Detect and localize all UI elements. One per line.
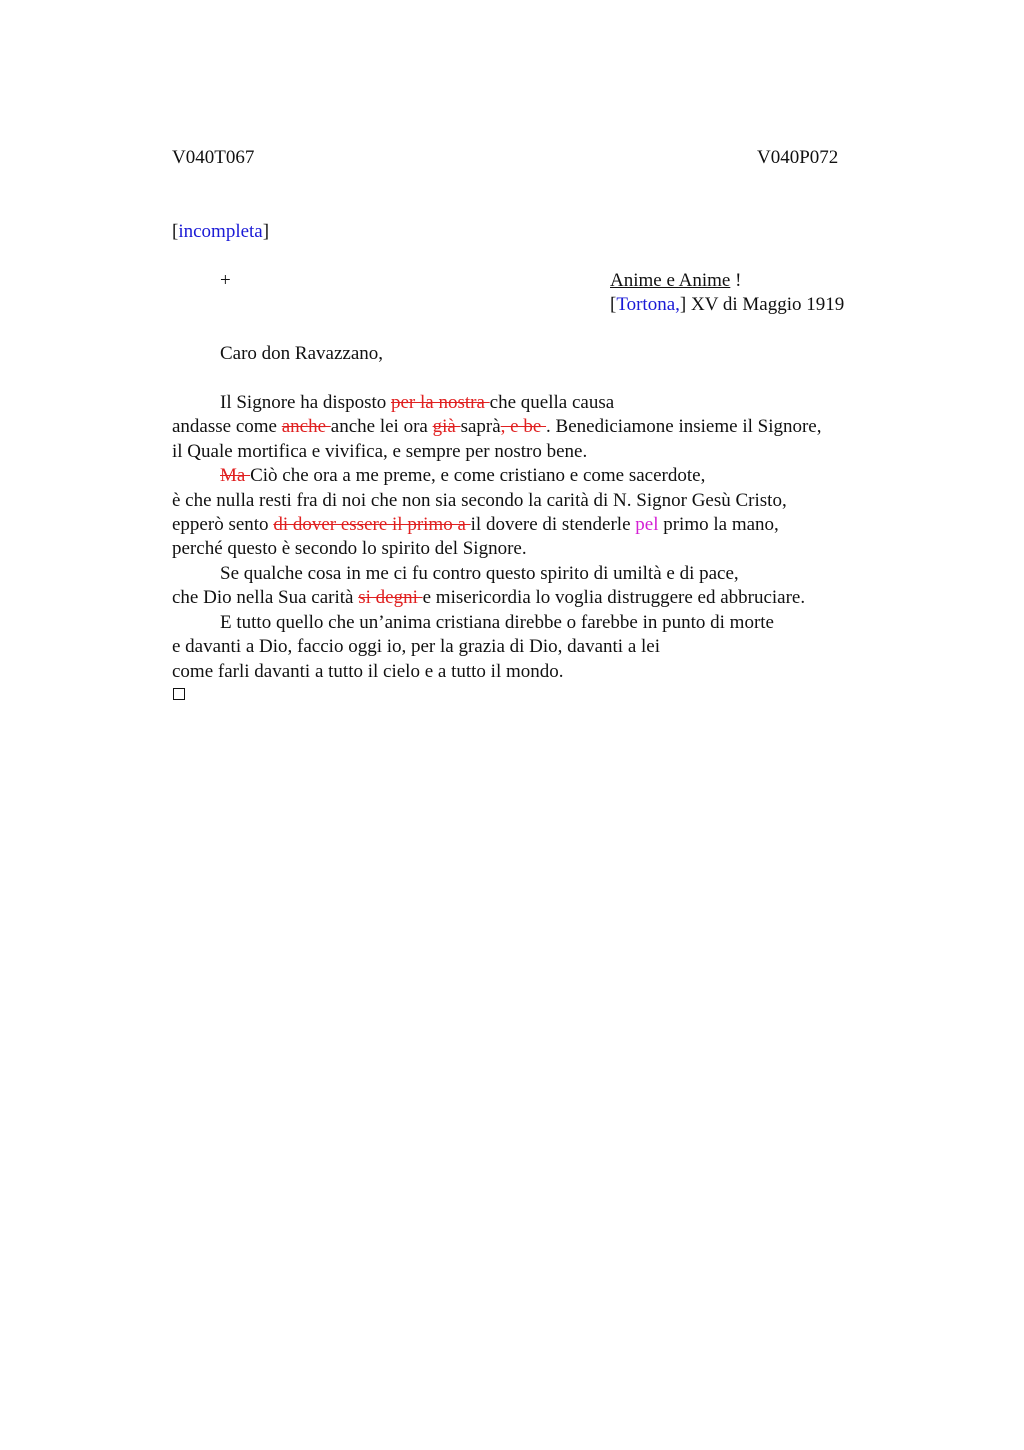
place-close-bracket: ] — [679, 294, 687, 315]
text-segment: primo la mano, — [658, 514, 779, 535]
body-line-4 — [220, 464, 705, 488]
body-line-1 — [220, 391, 614, 415]
document-code-right: V040P072 — [757, 147, 839, 168]
motto-exclaim: ! — [730, 270, 742, 291]
deleted-text: per la nostra — [391, 392, 490, 413]
text-segment: il dovere di stenderle — [470, 514, 636, 535]
deleted-text: anche — [281, 416, 331, 437]
text-segment: che quella causa — [489, 392, 615, 413]
body-line-8: Se qualche cosa in me ci fu contro questo spirito di umiltà e di pace, — [220, 563, 739, 584]
deleted-text: si degni — [358, 587, 423, 608]
salutation: Caro don Ravazzano, — [220, 343, 384, 364]
text-segment: e misericordia lo voglia distruggere ed abbruciare. — [422, 587, 806, 608]
deleted-text: , e be — [500, 416, 547, 437]
body-line-7: perché questo è secondo lo spirito del Signore. — [172, 538, 527, 559]
motto-text: Anime e Anime — [610, 270, 731, 291]
letter-motto — [610, 269, 741, 293]
text-segment: Ciò che ora a me preme, e come cristiano e come sacerdote, — [250, 465, 706, 486]
cross-symbol: + — [220, 270, 231, 291]
body-line-5: è che nulla resti fra di noi che non sia secondo la carità di N. Signor Gesù Cristo, — [172, 490, 787, 511]
body-line-6 — [172, 513, 779, 537]
deleted-text: già — [432, 416, 461, 437]
deleted-text: di dover essere il primo a — [273, 514, 471, 535]
place-name: Tortona, — [616, 294, 680, 315]
text-segment: saprà — [460, 416, 501, 437]
text-segment: . Benediciamone insieme il Signore, — [546, 416, 822, 437]
status-open-bracket: [ — [172, 221, 179, 242]
inserted-text: pel — [635, 514, 659, 535]
letter-date: XV di Maggio 1919 — [686, 294, 845, 315]
document-code-left: V040T067 — [172, 147, 255, 168]
deleted-text: Ma — [220, 465, 251, 486]
body-line-12: come farli davanti a tutto il cielo e a tutto il mondo. — [172, 661, 564, 682]
body-line-9 — [172, 586, 805, 610]
text-segment: andasse come — [172, 416, 282, 437]
body-line-11: e davanti a Dio, faccio oggi io, per la grazia di Dio, davanti a lei — [172, 636, 661, 657]
status-close-bracket: ] — [262, 221, 270, 242]
end-of-text-box-icon — [173, 688, 185, 700]
status-note — [172, 220, 269, 244]
status-label: incompleta — [178, 221, 263, 242]
text-segment: epperò sento — [172, 514, 274, 535]
place-date — [610, 293, 844, 317]
text-segment: che Dio nella Sua carità — [172, 587, 359, 608]
body-line-3: il Quale mortifica e vivifica, e sempre per nostro bene. — [172, 441, 588, 462]
body-line-2 — [172, 415, 821, 439]
place-open-bracket: [ — [610, 294, 617, 315]
text-segment: Il Signore ha disposto — [220, 392, 391, 413]
text-segment: anche lei ora — [330, 416, 433, 437]
body-line-10: E tutto quello che un’anima cristiana direbbe o farebbe in punto di morte — [220, 612, 774, 633]
